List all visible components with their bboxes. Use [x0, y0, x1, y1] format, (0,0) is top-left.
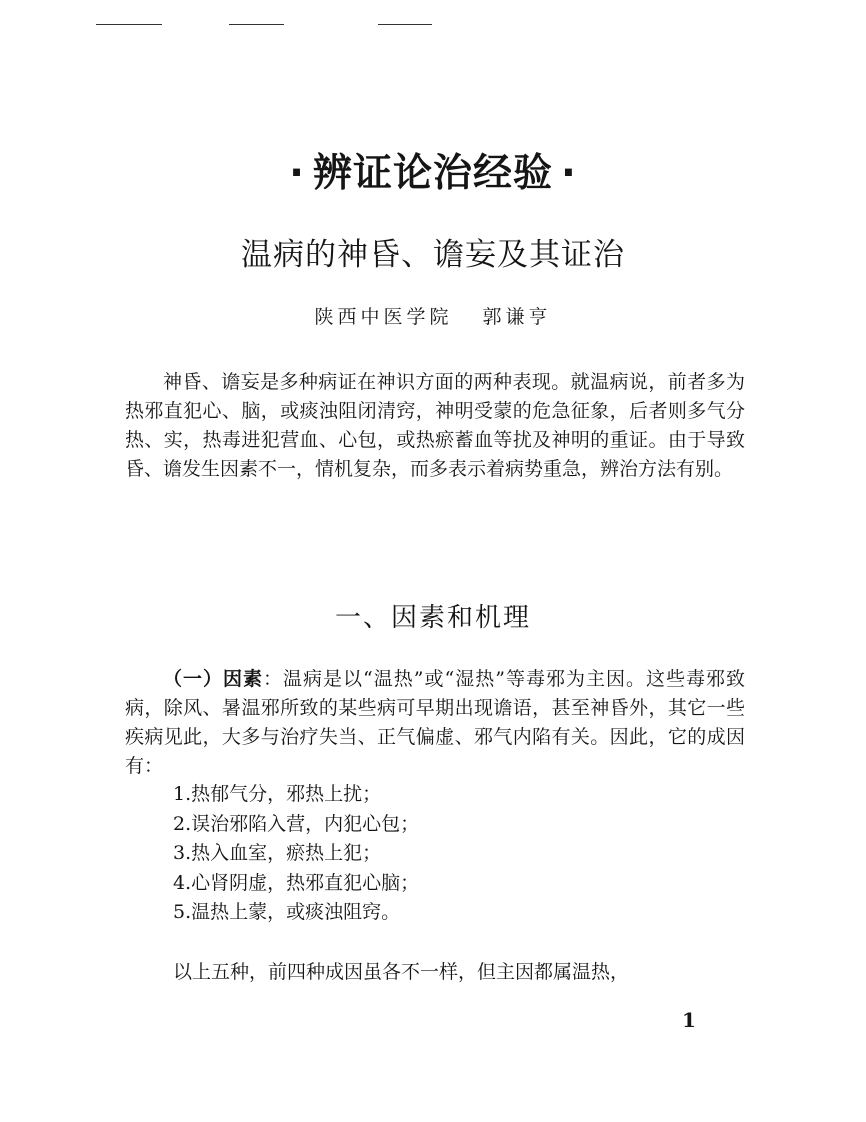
subsection-label: （一）因素 [163, 668, 264, 690]
byline [0, 302, 866, 329]
header-rule-1 [96, 24, 162, 25]
list-item: 3.热入血室，瘀热上犯； [173, 842, 382, 864]
causes-list [173, 780, 753, 928]
section-header-title: 辨证论治经验 [312, 151, 553, 196]
header-rule-3 [378, 24, 432, 25]
page-number: 1 [682, 1008, 696, 1032]
intro-paragraph: 神昏、谵妄是多种病证在神识方面的两种表现。就温病说，前者多为热邪直犯心、脑，或痰浊阻闭清窍，神明受蒙的危急征象，后者则多气分热、实，热毒进犯营血、心包，或热瘀蓄血等扰及神明的重证。由于导致昏、谵发生因素不一，情机复杂，而多表示着病势重急，辨治方法有别。 [125, 371, 745, 480]
section-header [0, 142, 866, 198]
header-dot-left: · [289, 151, 305, 196]
header-dot-right: · [561, 151, 577, 196]
author-name: 郭谦亨 [482, 306, 552, 328]
causes-paragraph [125, 665, 745, 781]
subsection-text: ：温病是以“温热”或“湿热”等毒邪为主因。这些毒邪致病，除风、暑温邪所致的某些病可早期出现谵语，甚至神昏外，其它一些疾病见此，大多与治疗失当、正气偏虚、邪气内陷有关。因此，它的成因有： [125, 668, 745, 777]
article-title: 温病的神昏、谵妄及其证治 [241, 237, 625, 273]
author-institution: 陕西中医学院 [314, 306, 453, 328]
section-heading: 一、因素和机理 [334, 603, 531, 633]
closing-line: 以上五种，前四种成因虽各不一样，但主因都属温热， [173, 961, 630, 983]
header-rule-2 [229, 24, 284, 25]
list-item: 4.心肾阴虚，热邪直犯心脑； [173, 871, 420, 894]
list-item: 5.温热上蒙，或痰浊阻窍。 [173, 901, 401, 923]
list-item: 2.误治邪陷入营，内犯心包； [173, 812, 420, 835]
list-item: 1.热郁气分，邪热上扰； [173, 783, 382, 805]
